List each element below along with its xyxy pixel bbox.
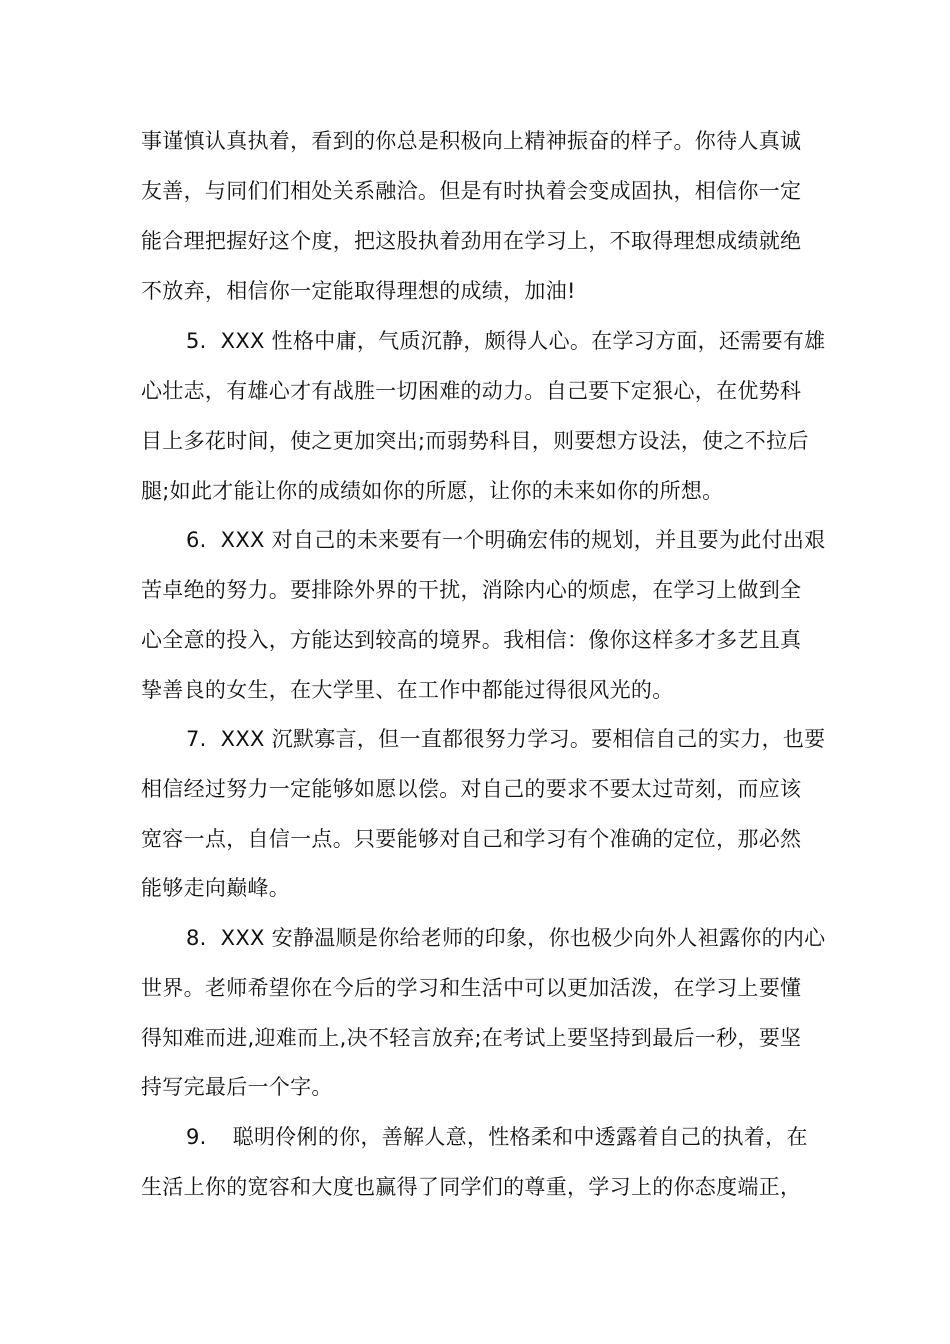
- text-line: 苦卓绝的努力。要排除外界的干扰，消除内心的烦虑，在学习上做到全: [141, 578, 802, 602]
- text-line: XXX 对自己的未来要有一个明确宏伟的规划，并且要为此付出艰: [220, 528, 826, 552]
- paragraph-first-line: [186, 924, 825, 952]
- text-line: 相信经过努力一定能够如愿以偿。对自己的要求不要太过苛刻，而应该: [141, 777, 802, 801]
- list-number: 6.: [186, 528, 207, 552]
- text-line: 不放弃，相信你一定能取得理想的成绩，加油!: [141, 279, 576, 303]
- text-line: 得知难而进,迎难而上,决不轻言放弃;在考试上要坚持到最后一秒，要坚: [141, 1026, 802, 1050]
- paragraph-first-line: [186, 725, 825, 753]
- text-line: 事谨慎认真执着，看到的你总是积极向上精神振奋的样子。你待人真诚: [141, 129, 802, 153]
- paragraph-first-line: [186, 327, 825, 355]
- text-line: 宽容一点，自信一点。只要能够对自己和学习有个准确的定位，那必然: [141, 827, 802, 851]
- text-line: 友善，与同们们相处关系融洽。但是有时执着会变成固执，相信你一定: [141, 179, 802, 203]
- text-line: 世界。老师希望你在今后的学习和生活中可以更加活泼，在学习上要懂: [141, 976, 802, 1000]
- list-number: 5.: [186, 329, 207, 353]
- text-line: 目上多花时间，使之更加突出;而弱势科目，则要想方设法，使之不拉后: [141, 429, 809, 453]
- text-line: 腿;如此才能让你的成绩如你的所愿，让你的未来如你的所想。: [141, 479, 724, 503]
- text-line: 生活上你的宽容和大度也赢得了同学们的尊重，学习上的你态度端正，: [141, 1175, 802, 1199]
- text-line: 能合理把握好这个度，把这股执着劲用在学习上，不取得理想成绩就绝: [141, 229, 802, 253]
- list-number: 8.: [186, 926, 207, 950]
- text-line: 心壮志，有雄心才有战胜一切困难的动力。自己要下定狠心，在优势科: [141, 379, 802, 403]
- list-number: 9.: [186, 1125, 207, 1149]
- text-line: 聪明伶俐的你，善解人意，性格柔和中透露着自己的执着，在: [232, 1125, 808, 1149]
- paragraph-first-line: [186, 1123, 808, 1151]
- text-line: 能够走向巅峰。: [141, 876, 291, 900]
- text-line: 心全意的投入，方能达到较高的境界。我相信：像你这样多才多艺且真: [141, 628, 802, 652]
- text-line: 挚善良的女生，在大学里、在工作中都能过得很风光的。: [141, 678, 674, 702]
- text-line: XXX 沉默寡言，但一直都很努力学习。要相信自己的实力，也要: [220, 727, 826, 751]
- text-line: XXX 安静温顺是你给老师的印象，你也极少向外人袒露你的内心: [220, 926, 826, 950]
- list-number: 7.: [186, 727, 207, 751]
- text-line: 持写完最后一个字。: [141, 1075, 333, 1099]
- paragraph-first-line: [186, 526, 825, 554]
- text-line: XXX 性格中庸，气质沉静，颇得人心。在学习方面，还需要有雄: [220, 329, 826, 353]
